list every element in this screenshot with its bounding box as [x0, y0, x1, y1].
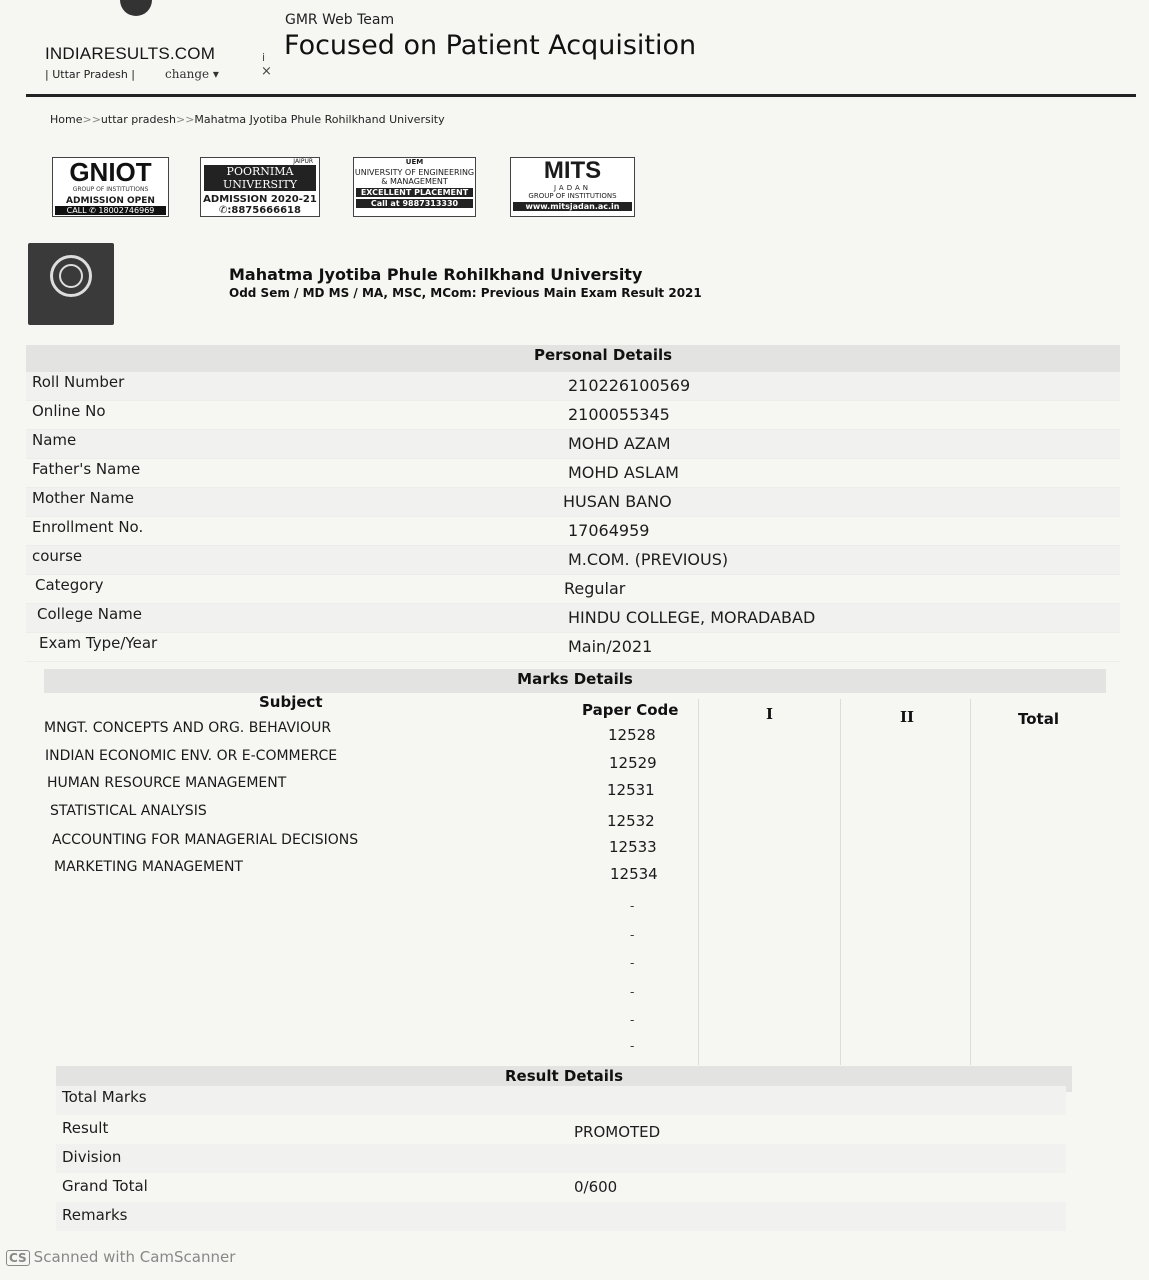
- result-details-table: [56, 1086, 1066, 1231]
- empty-cell: -: [630, 985, 635, 999]
- marks-table: [40, 693, 1110, 1065]
- sponsor-gniot[interactable]: [52, 157, 169, 217]
- row-label: Category: [35, 576, 104, 594]
- result-details-heading: Result Details: [56, 1066, 1072, 1092]
- row-label: Grand Total: [62, 1177, 148, 1195]
- table-row: [26, 604, 1120, 633]
- row-value: MOHD ASLAM: [568, 463, 679, 482]
- table-row: [56, 1144, 1066, 1173]
- breadcrumb-separator: >>: [82, 113, 101, 126]
- table-row: [26, 546, 1120, 575]
- university-name: Mahatma Jyotiba Phule Rohilkhand University: [229, 265, 643, 284]
- sponsor-phone: ✆:8875666618: [219, 205, 301, 216]
- row-label: Result: [62, 1119, 109, 1137]
- table-row: [26, 459, 1120, 488]
- subject-name: MNGT. CONCEPTS AND ORG. BEHAVIOUR: [44, 720, 332, 736]
- sponsor-name: UNIVERSITY OF ENGINEERING & MANAGEMENT: [354, 168, 475, 186]
- personal-details-table: [26, 372, 1120, 662]
- empty-cell: -: [630, 1039, 635, 1053]
- table-row: [56, 1173, 1066, 1202]
- table-row: [40, 775, 1110, 803]
- subject-name: INDIAN ECONOMIC ENV. OR E-COMMERCE: [45, 748, 338, 764]
- row-value: PROMOTED: [574, 1123, 661, 1141]
- sponsor-name: MITS: [543, 157, 602, 184]
- paper-code: 12534: [610, 865, 658, 883]
- emblem-wheel-icon: [59, 264, 83, 288]
- university-emblem: [28, 243, 114, 325]
- row-label: Mother Name: [32, 489, 134, 507]
- ad-close-icon[interactable]: ×: [261, 64, 272, 79]
- table-row: [56, 1086, 1066, 1115]
- empty-cell: -: [630, 899, 635, 913]
- row-label: course: [32, 547, 83, 565]
- table-row: [56, 1202, 1066, 1231]
- ad-info-icon[interactable]: i: [262, 51, 266, 64]
- sponsor-poornima[interactable]: [200, 157, 320, 217]
- sponsor-phone: CALL ✆ 18002746969: [55, 206, 166, 215]
- sponsor-tagline: UEM: [405, 158, 424, 166]
- table-row: [40, 720, 1110, 748]
- row-label: Online No: [32, 402, 106, 420]
- sponsor-line: ADMISSION OPEN: [66, 196, 155, 206]
- table-row: [26, 430, 1120, 459]
- subject-name: MARKETING MANAGEMENT: [54, 859, 243, 875]
- sponsor-uem[interactable]: [353, 157, 476, 217]
- camscanner-logo-icon: CS: [6, 1250, 30, 1266]
- row-label: Enrollment No.: [32, 518, 144, 536]
- subject-name: ACCOUNTING FOR MANAGERIAL DECISIONS: [52, 832, 359, 848]
- row-label: Roll Number: [32, 373, 125, 391]
- breadcrumb-university[interactable]: Mahatma Jyotiba Phule Rohilkhand University: [194, 113, 445, 126]
- row-value: HUSAN BANO: [563, 492, 672, 511]
- header-col-i: I: [766, 705, 774, 723]
- sponsor-name: GNIOT: [69, 157, 152, 187]
- sponsor-tagline: JADAN: [553, 184, 592, 192]
- sponsor-name: POORNIMA UNIVERSITY: [204, 165, 316, 191]
- breadcrumb: [50, 113, 445, 126]
- breadcrumb-state[interactable]: uttar pradesh: [100, 113, 176, 126]
- table-row: [40, 748, 1110, 776]
- breadcrumb-home[interactable]: Home: [50, 113, 83, 126]
- marks-details-heading: Marks Details: [44, 669, 1106, 693]
- personal-details-heading: Personal Details: [26, 345, 1120, 372]
- row-value: M.COM. (PREVIOUS): [568, 550, 729, 569]
- table-row: [26, 401, 1120, 430]
- sponsor-phone: Call at 9887313330: [356, 199, 473, 208]
- header-col-ii: II: [900, 708, 915, 726]
- row-label: Remarks: [62, 1206, 128, 1224]
- table-row: [26, 372, 1120, 401]
- subject-name: HUMAN RESOURCE MANAGEMENT: [47, 775, 287, 791]
- row-label: Father's Name: [32, 460, 141, 478]
- exam-title: Odd Sem / MD MS / MA, MSC, MCom: Previous Main Exam Result 2021: [229, 286, 702, 300]
- header-subject: Subject: [259, 693, 323, 711]
- empty-cell: -: [630, 928, 635, 942]
- sponsor-mits[interactable]: [510, 157, 635, 217]
- table-row: [40, 832, 1110, 860]
- row-value: 17064959: [568, 521, 650, 540]
- table-row: [40, 803, 1110, 831]
- breadcrumb-separator: >>: [175, 113, 195, 126]
- header-divider: [26, 94, 1136, 97]
- header-total: Total: [1018, 710, 1059, 728]
- row-value: 210226100569: [568, 376, 691, 395]
- table-row: [26, 575, 1120, 604]
- row-label: Exam Type/Year: [39, 634, 158, 652]
- site-logo[interactable]: INDIARESULTS.COM: [45, 44, 216, 63]
- table-row: [26, 633, 1120, 662]
- row-value: 0/600: [574, 1178, 618, 1196]
- header-paper-code: Paper Code: [582, 701, 679, 719]
- table-row: [26, 488, 1120, 517]
- row-value: 2100055345: [568, 405, 670, 424]
- empty-cell: -: [630, 956, 635, 970]
- empty-cell: -: [630, 1013, 635, 1027]
- row-label: Division: [62, 1148, 122, 1166]
- row-label: Name: [32, 431, 77, 449]
- change-state-link[interactable]: change ▾: [165, 67, 219, 81]
- paper-code: 12529: [609, 754, 657, 772]
- scanner-text: Scanned with CamScanner: [33, 1248, 236, 1266]
- paper-code: 12532: [607, 812, 655, 830]
- row-value: Regular: [564, 579, 626, 598]
- paper-code: 12528: [608, 726, 656, 744]
- row-value: MOHD AZAM: [568, 434, 671, 453]
- row-label: Total Marks: [62, 1088, 147, 1106]
- paper-code: 12531: [607, 781, 655, 799]
- sponsor-tagline: JAIPUR: [293, 158, 313, 165]
- table-row: [26, 517, 1120, 546]
- paper-code: 12533: [609, 838, 657, 856]
- subject-name: STATISTICAL ANALYSIS: [50, 803, 207, 819]
- sponsor-line: GROUP OF INSTITUTIONS: [528, 192, 617, 200]
- ad-advertiser[interactable]: GMR Web Team: [285, 12, 395, 28]
- scanner-watermark: [6, 1248, 235, 1266]
- state-label: | Uttar Pradesh |: [45, 68, 135, 81]
- table-row: [40, 859, 1110, 887]
- sponsor-line: ADMISSION 2020-21: [203, 194, 317, 205]
- row-label: College Name: [37, 605, 142, 623]
- ad-headline[interactable]: Focused on Patient Acquisition: [284, 30, 697, 61]
- row-value: Main/2021: [568, 637, 653, 656]
- sponsor-line: EXCELLENT PLACEMENT: [356, 188, 473, 197]
- row-value: HINDU COLLEGE, MORADABAD: [568, 608, 816, 627]
- logo-fragment: [120, 0, 152, 16]
- table-row: [56, 1115, 1066, 1144]
- sponsor-tagline: GROUP OF INSTITUTIONS: [72, 186, 149, 193]
- sponsor-url: www.mitsjadan.ac.in: [513, 202, 632, 211]
